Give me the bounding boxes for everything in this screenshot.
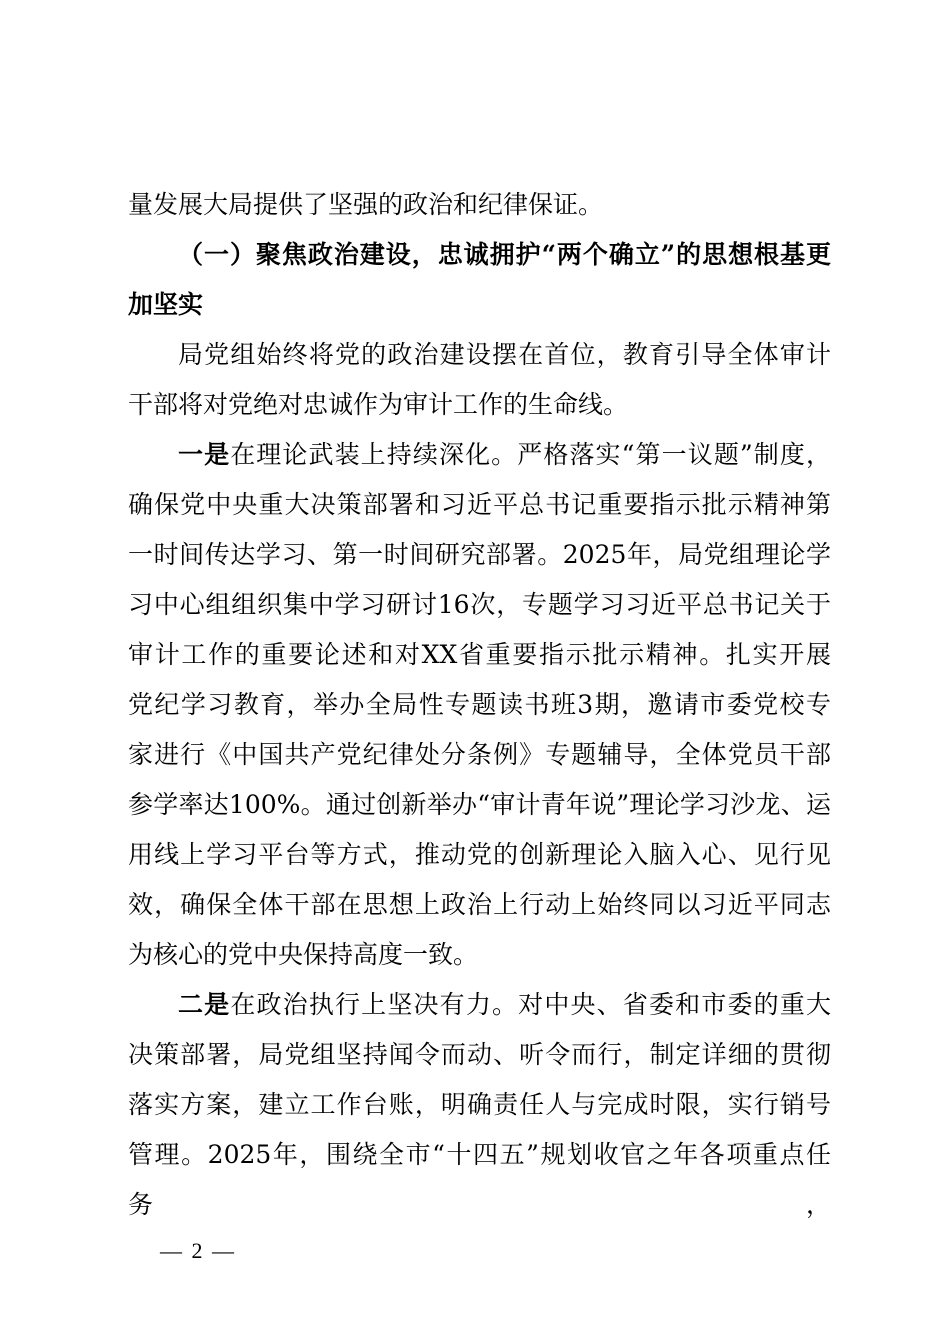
line-text: 参学率达100%。通过创新举办“审计青年说”理论学习沙龙、运: [128, 790, 831, 819]
line-text: 家进行《中国共产党纪律处分条例》专题辅导，全体党员干部: [128, 740, 831, 769]
line-text: 量发展大局提供了坚强的政治和纪律保证。: [128, 190, 604, 219]
line-text: 决策部署，局党组坚持闻令而动、听令而行，制定详细的贯彻: [128, 1040, 831, 1069]
text-line: [128, 1130, 831, 1219]
line-text: 在政治执行上坚决有力。对中央、省委和市委的重大: [230, 990, 831, 1019]
line-text: 干部将对党绝对忠诚作为审计工作的生命线。: [128, 390, 629, 419]
document-body: [128, 180, 831, 1219]
text-line: [128, 730, 831, 780]
section-heading-line: [128, 230, 831, 280]
line-text: （一）聚焦政治建设，忠诚拥护“两个确立”的思想根基更: [178, 240, 831, 269]
lead-phrase: 一是: [178, 440, 231, 469]
line-text: 党纪学习教育，举办全局性专题读书班3期，邀请市委党校专: [128, 690, 831, 719]
text-line: [128, 930, 831, 980]
lead-phrase: 二是: [178, 990, 231, 1019]
text-line: [128, 580, 831, 630]
line-text: 为核心的党中央保持高度一致。: [128, 940, 479, 969]
line-text: 局党组始终将党的政治建设摆在首位，教育引导全体审计: [178, 340, 831, 369]
page-number: — 2 —: [160, 1238, 236, 1263]
text-line: [128, 180, 831, 230]
text-line: [128, 480, 831, 530]
line-text: 效，确保全体干部在思想上政治上行动上始终同以习近平同志: [128, 890, 831, 919]
section-heading-line: [128, 280, 831, 330]
text-line: [128, 830, 831, 880]
line-text: 审计工作的重要论述和对XX省重要指示批示精神。扎实开展: [128, 640, 831, 669]
text-line: [128, 1030, 831, 1080]
line-text: 习中心组组织集中学习研讨16次，专题学习习近平总书记关于: [128, 590, 831, 619]
text-line: [128, 780, 831, 830]
text-line: [128, 1080, 831, 1130]
text-line: [128, 330, 831, 380]
line-text: 一时间传达学习、第一时间研究部署。2025年，局党组理论学: [128, 540, 831, 569]
line-text: 在理论武装上持续深化。严格落实“第一议题”制度，: [230, 440, 831, 469]
text-line: [128, 680, 831, 730]
text-line: [128, 380, 831, 430]
line-text: 管理。2025年，围绕全市“十四五”规划收官之年各项重点任务，: [128, 1140, 831, 1219]
line-text: 加坚实: [128, 290, 204, 319]
text-line: [128, 980, 831, 1030]
text-line: [128, 430, 831, 480]
text-line: [128, 530, 831, 580]
line-text: 落实方案，建立工作台账，明确责任人与完成时限，实行销号: [128, 1090, 831, 1119]
text-line: [128, 630, 831, 680]
text-line: [128, 880, 831, 930]
line-text: 用线上学习平台等方式，推动党的创新理论入脑入心、见行见: [128, 840, 831, 869]
line-text: 确保党中央重大决策部署和习近平总书记重要指示批示精神第: [128, 490, 831, 519]
